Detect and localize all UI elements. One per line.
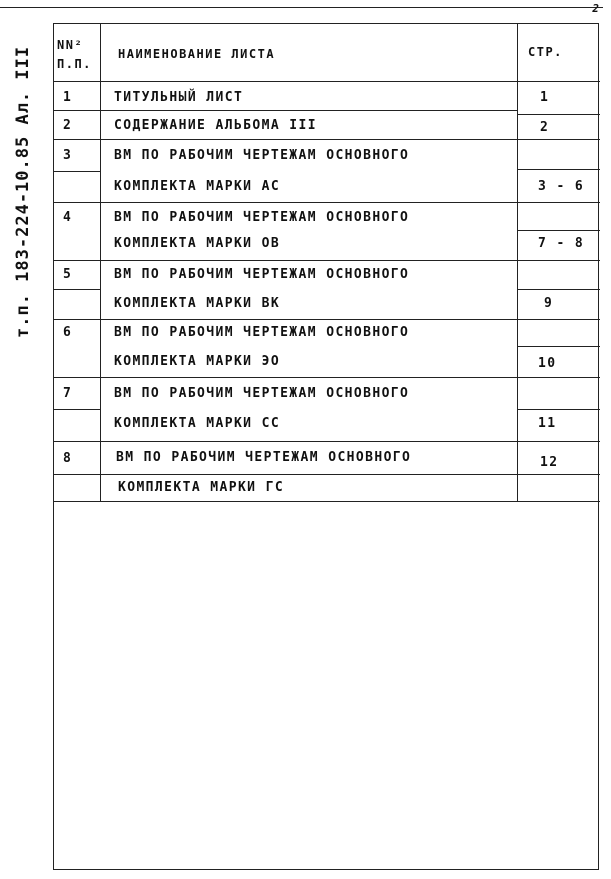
row-divider <box>54 441 600 442</box>
page-cell-divider <box>517 230 600 231</box>
row-divider <box>54 202 600 203</box>
row-divider <box>54 319 600 320</box>
row-divider <box>54 260 600 261</box>
row-divider <box>54 171 100 172</box>
row-divider <box>54 289 100 290</box>
row-title: КОМПЛЕКТА МАРКИ АС <box>114 179 281 194</box>
page-cell-divider <box>517 409 600 410</box>
table-bottom-line <box>54 501 600 502</box>
row-number: 7 <box>63 386 73 401</box>
row-divider <box>54 110 517 111</box>
row-title: КОМПЛЕКТА МАРКИ ВК <box>114 296 281 311</box>
row-number: 3 <box>63 148 73 163</box>
row-divider <box>54 409 100 410</box>
row-title: ВМ ПО РАБОЧИМ ЧЕРТЕЖАМ ОСНОВНОГО <box>114 210 410 225</box>
row-number: 4 <box>63 210 73 225</box>
row-number: 1 <box>63 90 73 105</box>
row-number: 5 <box>63 267 73 282</box>
row-title: ВМ ПО РАБОЧИМ ЧЕРТЕЖАМ ОСНОВНОГО <box>114 325 410 340</box>
header-num-line2: П.П. <box>57 57 92 71</box>
column-divider-num <box>100 24 101 501</box>
page-number: 2 <box>592 2 599 15</box>
row-page: 1 <box>540 90 550 105</box>
header-page: СТР. <box>528 45 563 59</box>
page-cell-divider <box>517 169 600 170</box>
row-page: 2 <box>540 120 550 135</box>
row-title: КОМПЛЕКТА МАРКИ ГС <box>118 480 285 495</box>
row-title: СОДЕРЖАНИЕ АЛЬБОМА III <box>114 118 317 133</box>
header-divider <box>54 81 600 82</box>
header-name: НАИМЕНОВАНИЕ ЛИСТА <box>118 47 276 61</box>
row-title: КОМПЛЕКТА МАРКИ ОВ <box>114 236 281 251</box>
row-page: 7 - 8 <box>538 236 585 251</box>
page-cell-divider <box>517 114 600 115</box>
page-cell-divider <box>517 289 600 290</box>
row-title: ВМ ПО РАБОЧИМ ЧЕРТЕЖАМ ОСНОВНОГО <box>114 267 410 282</box>
side-code-text: т.п. 183-224-10.85 Ал. III <box>13 45 33 338</box>
row-divider <box>54 474 600 475</box>
row-page: 10 <box>538 356 557 371</box>
row-page: 12 <box>540 455 559 470</box>
row-divider <box>54 139 600 140</box>
page-cell-divider <box>517 346 600 347</box>
row-number: 8 <box>63 451 73 466</box>
header-num-line1: NN² <box>57 38 84 52</box>
side-document-code <box>8 45 38 338</box>
page-frame <box>53 23 599 870</box>
row-title: КОМПЛЕКТА МАРКИ СС <box>114 416 281 431</box>
row-page: 11 <box>538 416 557 431</box>
row-title: ТИТУЛЬНЫЙ ЛИСТ <box>114 90 244 105</box>
row-number: 2 <box>63 118 73 133</box>
row-title: КОМПЛЕКТА МАРКИ ЭО <box>114 354 281 369</box>
row-number: 6 <box>63 325 73 340</box>
row-title: ВМ ПО РАБОЧИМ ЧЕРТЕЖАМ ОСНОВНОГО <box>114 386 410 401</box>
row-title: ВМ ПО РАБОЧИМ ЧЕРТЕЖАМ ОСНОВНОГО <box>116 450 412 465</box>
row-page: 9 <box>544 296 554 311</box>
row-divider <box>54 377 600 378</box>
row-page: 3 - 6 <box>538 179 585 194</box>
column-divider-page <box>517 24 518 501</box>
row-title: ВМ ПО РАБОЧИМ ЧЕРТЕЖАМ ОСНОВНОГО <box>114 148 410 163</box>
top-border-line <box>0 7 603 8</box>
